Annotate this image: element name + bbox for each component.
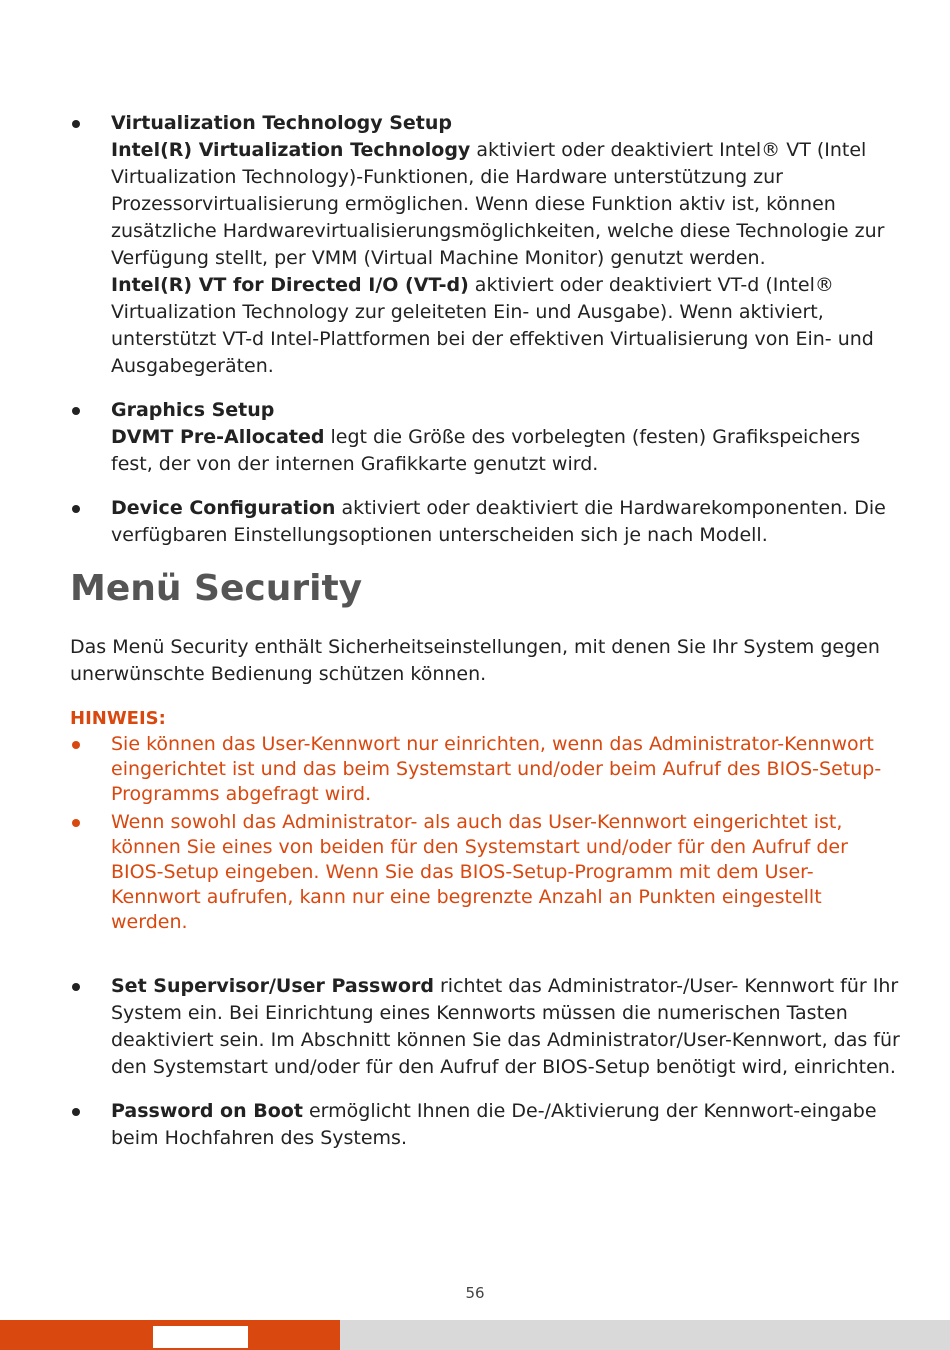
- description: aktiviert oder deaktiviert die Hardwarekomponenten. Die verfügbaren Einstellungsoptionen unterscheiden sich je nach Modell.: [111, 497, 886, 546]
- footer-bar: [0, 1320, 950, 1350]
- term: Device Configuration: [111, 497, 336, 519]
- bios-settings-list: [70, 110, 900, 549]
- security-settings-list: [70, 973, 900, 1152]
- note-label: HINWEIS:: [70, 708, 166, 729]
- list-item-set-password: [70, 973, 900, 1081]
- document-body: [70, 110, 900, 1169]
- term: Set Supervisor/User Password: [111, 975, 434, 997]
- term: Intel(R) VT for Directed I/O (VT-d): [111, 274, 469, 296]
- item-paragraph: [111, 272, 900, 380]
- intro-paragraph: Das Menü Security enthält Sicherheitseinstellungen, mit denen Sie Ihr System gegen unerwünschte Bedienung schützen können.: [70, 636, 880, 685]
- term: DVMT Pre-Allocated: [111, 426, 325, 448]
- term: Password on Boot: [111, 1100, 303, 1122]
- description: aktiviert oder deaktiviert Intel® VT (Intel Virtualization Technology)-Funktionen, die Hardware unterstützung zur Prozessorvirtualisierung ermöglichen. Wenn diese Funktion aktiv ist, können zusätzliche Hardwarevirtualisierungsmöglichkeiten, welche diese Technologie zur Verfügung stellt, per VMM (Virtual Machine Monitor) genutzt werden.: [111, 139, 885, 269]
- description: aktiviert oder deaktiviert VT-d (Intel® Virtualization Technology zur geleiteten Ein- und Ausgabe). Wenn aktiviert, unterstützt VT-d Intel-Plattformen bei der effektiven Virtualisierung von Ein- und Ausgabegeräten.: [111, 274, 874, 377]
- page-number: 56: [465, 1284, 485, 1302]
- item-paragraph: [111, 424, 900, 478]
- item-paragraph: [111, 495, 900, 549]
- item-paragraph: [111, 973, 900, 1081]
- list-item-password-on-boot: [70, 1098, 900, 1152]
- item-paragraph: [111, 1098, 900, 1152]
- list-item-graphics: [70, 397, 900, 478]
- description: richtet das Administrator-/User- Kennwort für Ihr System ein. Bei Einrichtung eines Kennworts müssen die numerischen Tasten deaktiviert sein. Im Abschnitt können Sie das Administrator/User-Kennwort, das für den Systemstart und/oder für den Aufruf der BIOS-Setup benötigt wird, einrichten.: [111, 975, 900, 1078]
- list-item-virtualization: [70, 110, 900, 380]
- description: ermöglicht Ihnen die De-/Aktivierung der Kennwort-eingabe beim Hochfahren des Systems.: [111, 1100, 877, 1149]
- section-heading: Menü Security: [70, 568, 363, 609]
- term: Intel(R) Virtualization Technology: [111, 139, 471, 161]
- footer-marker: [153, 1326, 248, 1348]
- item-title: Virtualization Technology Setup: [111, 112, 453, 134]
- note-item: Wenn sowohl das Administrator- als auch das User-Kennwort eingerichtet ist, können Sie eines von beiden für den Systemstart und/oder für den Aufruf der BIOS-Setup eingeben. Wenn Sie das BIOS-Setup-Programm mit dem User-Kennwort aufrufen, kann nur eine begrenzte Anzahl an Punkten eingestellt werden.: [70, 810, 900, 935]
- item-paragraph: [111, 137, 900, 272]
- list-item-device-configuration: [70, 495, 900, 549]
- description: legt die Größe des vorbelegten (festen) Grafikspeichers fest, der von der internen Grafikkarte genutzt wird.: [111, 426, 861, 475]
- item-title: Graphics Setup: [111, 399, 275, 421]
- note-list: [70, 732, 900, 935]
- note-item: Sie können das User-Kennwort nur einrichten, wenn das Administrator-Kennwort eingerichtet ist und das beim Systemstart und/oder beim Aufruf des BIOS-Setup-Programms abgefragt wird.: [70, 732, 900, 807]
